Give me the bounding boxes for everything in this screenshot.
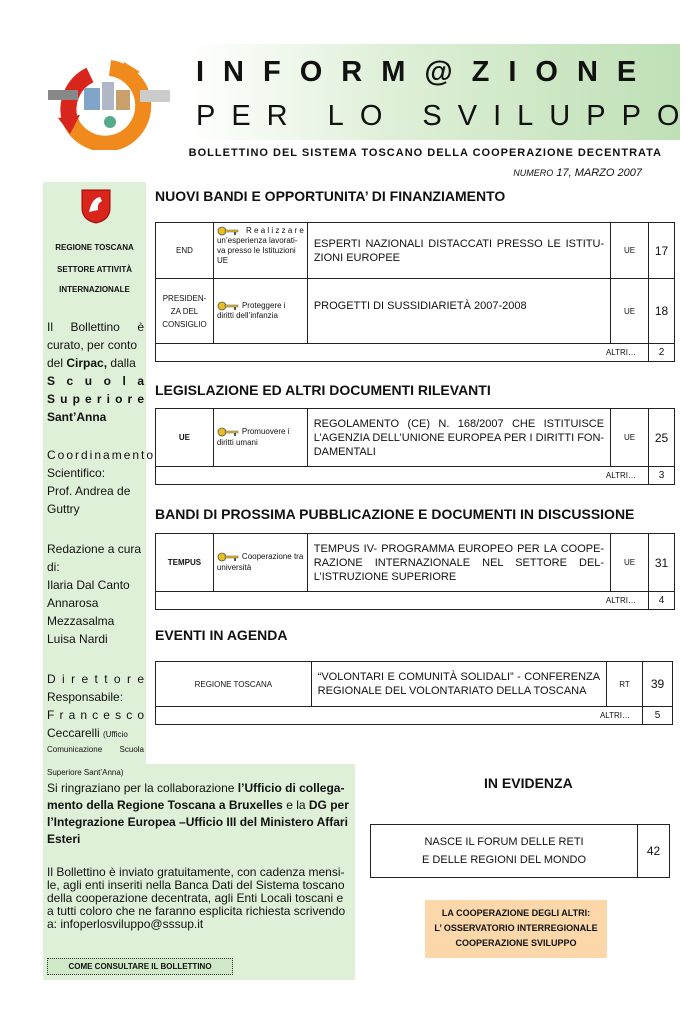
altri-row[interactable] bbox=[156, 707, 673, 725]
altri-label[interactable]: ALTRI… bbox=[156, 707, 643, 725]
logo-image bbox=[40, 60, 180, 150]
evidenza-table bbox=[370, 824, 670, 878]
altri-label[interactable]: ALTRI… bbox=[156, 592, 649, 610]
table-row[interactable] bbox=[156, 279, 675, 344]
altri-number: 3 bbox=[648, 467, 674, 485]
issue-info: NUMERO 17, MARZO 2007 bbox=[513, 167, 642, 179]
row-description[interactable]: ESPERTI NAZIONALI DISTACCATI PRESSO LE ISTITU-ZIONI EUROPEE bbox=[307, 223, 610, 279]
osservatorio-box[interactable]: LA COOPERAZIONE DEGLI ALTRI: L’ OSSERVATORIO INTERREGIONALE COOPERAZIONE SVILUPPO bbox=[425, 900, 607, 958]
table-row[interactable] bbox=[156, 409, 675, 467]
section-title-bandi: NUOVI BANDI E OPPORTUNITA’ DI FINANZIAMENTO bbox=[155, 188, 506, 204]
altri-number: 5 bbox=[643, 707, 673, 725]
row-source: REGIONE TOSCANA bbox=[156, 662, 312, 707]
row-description[interactable]: TEMPUS IV- PROGRAMMA EUROPEO PER LA COOPE-RAZIONE INTERNAZIONALE NEL SETTORE DEL-L’ISTRUZIONE SUPERIORE bbox=[307, 534, 610, 592]
row-number: 17 bbox=[649, 223, 675, 279]
row-source: UE bbox=[156, 409, 214, 467]
altri-row[interactable] bbox=[156, 467, 675, 485]
evidenza-number: 42 bbox=[638, 825, 670, 878]
row-area: UE bbox=[611, 409, 649, 467]
row-theme: Proteggere i diritti dell’infanzia bbox=[213, 279, 307, 344]
row-area: UE bbox=[611, 534, 649, 592]
director-text: D i r e t t o r e Responsabile: F r a n c e s c o Ceccarelli (Ufficio Comunicazione Scuola bbox=[47, 672, 144, 754]
row-number: 31 bbox=[649, 534, 675, 592]
regione-toscana-crest-icon bbox=[80, 188, 112, 224]
distribution-text: Il Bollettino è inviato gratuitamente, con cadenza mensi-le, agli enti inseriti nella Banca Dati del Sistema toscano della cooperazione decentrata, agli Enti Locali toscani e a tutti coloro che ne faranno esplicita richiesta scrivendo a: infoperlosviluppo@sssup.it bbox=[47, 865, 346, 931]
row-theme: Promuovere i diritti umani bbox=[213, 409, 307, 467]
evidenza-headline[interactable]: NASCE IL FORUM DELLE RETI E DELLE REGIONI DEL MONDO bbox=[371, 825, 638, 878]
altri-number: 4 bbox=[649, 592, 675, 610]
table-row[interactable] bbox=[371, 825, 670, 878]
row-theme: Cooperazione tra università bbox=[213, 534, 307, 592]
row-number: 18 bbox=[649, 279, 675, 344]
org-line1: REGIONE TOSCANA bbox=[55, 243, 134, 252]
section-title-eventi: EVENTI IN AGENDA bbox=[155, 627, 288, 643]
table-eventi bbox=[155, 661, 673, 725]
row-number: 39 bbox=[643, 662, 673, 707]
table-row[interactable] bbox=[156, 662, 673, 707]
org-line2: SETTORE ATTIVITÀ bbox=[57, 265, 132, 274]
row-source: TEMPUS bbox=[156, 534, 214, 592]
key-icon bbox=[217, 427, 239, 437]
row-area: RT bbox=[607, 662, 643, 707]
altri-label[interactable]: ALTRI… bbox=[156, 344, 649, 362]
title-line1: INFORM@ZIONE bbox=[196, 56, 656, 88]
director-note: Superiore Sant’Anna) bbox=[47, 768, 124, 777]
altri-row[interactable] bbox=[156, 344, 675, 362]
key-icon bbox=[217, 552, 239, 562]
curated-text: Il Bollettino è curato, per conto del Cirpac, dalla S c u o l a S u p e r i o r e Sant’Anna bbox=[47, 320, 144, 424]
title-line2: PER LO SVILUPPO bbox=[196, 100, 696, 132]
row-number: 25 bbox=[648, 409, 674, 467]
evidenza-title: IN EVIDENZA bbox=[484, 775, 573, 791]
altri-label[interactable]: ALTRI… bbox=[156, 467, 649, 485]
row-description[interactable]: REGOLAMENTO (CE) N. 168/2007 CHE ISTITUISCE L’AGENZIA DELL’UNIONE EUROPEA PER I DIRITTI FON-DAMENTALI bbox=[307, 409, 610, 467]
key-icon bbox=[217, 226, 239, 236]
row-theme: R e a l i z z a r e un’esperienza lavorati-va presso le Istituzioni UE bbox=[213, 223, 307, 279]
subtitle: BOLLETTINO DEL SISTEMA TOSCANO DELLA COOPERAZIONE DECENTRATA bbox=[188, 147, 662, 159]
row-source: PRESIDEN-ZA DEL CONSIGLIO bbox=[156, 279, 214, 344]
coordination-text: Coordinamento Scientifico: Prof. Andrea de Guttry bbox=[47, 448, 156, 516]
section-title-prossima: BANDI DI PROSSIMA PUBBLICAZIONE E DOCUMENTI IN DISCUSSIONE bbox=[155, 506, 635, 522]
table-bandi bbox=[155, 222, 675, 362]
row-source: END bbox=[156, 223, 214, 279]
org-line3: INTERNAZIONALE bbox=[59, 285, 130, 294]
altri-number: 2 bbox=[649, 344, 675, 362]
table-prossima bbox=[155, 533, 675, 610]
key-icon bbox=[217, 301, 239, 311]
row-area: UE bbox=[611, 279, 649, 344]
row-description[interactable]: PROGETTI DI SUSSIDIARIETÀ 2007-2008 bbox=[307, 279, 610, 344]
section-title-legislazione: LEGISLAZIONE ED ALTRI DOCUMENTI RILEVANTI bbox=[155, 382, 491, 398]
altri-row[interactable] bbox=[156, 592, 675, 610]
table-row[interactable] bbox=[156, 534, 675, 592]
row-description[interactable]: “VOLONTARI E COMUNITÀ SOLIDALI” - CONFERENZA REGIONALE DEL VOLONTARIATO DELLA TOSCANA bbox=[311, 662, 606, 707]
editorial-text: Redazione a cura di: Ilaria Dal Canto Annarosa Mezzasalma Luisa Nardi bbox=[47, 542, 142, 646]
table-row[interactable] bbox=[156, 223, 675, 279]
table-legislazione bbox=[155, 408, 675, 485]
consult-button[interactable]: COME CONSULTARE IL BOLLETTINO bbox=[47, 958, 233, 975]
row-area: UE bbox=[611, 223, 649, 279]
thanks-text: Si ringraziano per la collaborazione l’Ufficio di collega-mento della Regione Toscana a Bruxelles e la DG per l’Integrazione Europea –Ufficio III del Ministero Affari Esteri bbox=[47, 781, 349, 846]
